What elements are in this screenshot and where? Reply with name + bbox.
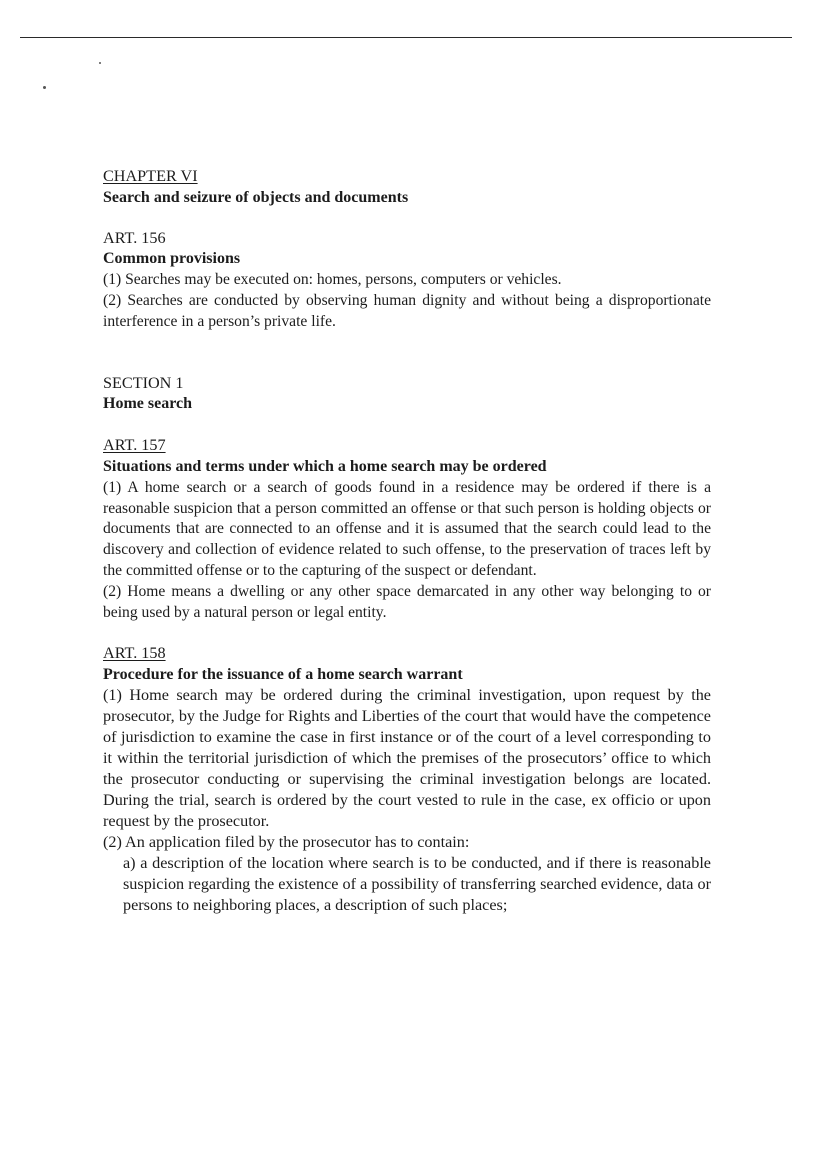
scan-speck	[99, 62, 101, 64]
article-158-paragraph-1: (1) Home search may be ordered during the criminal investigation, upon request by the prosecutor, by the Judge for Rights and Liberties of the court that would have the competence of jurisdiction to examine the case in first instance or of the court of a level corresponding to it within the territorial jurisdiction of which the premises of the prosecutors’ office to which the prosecutor conducting or supervising the criminal investigation belongs are located. During the trial, search is ordered by the court vested to rule in the case, ex officio or upon request by the prosecutor.	[103, 686, 711, 831]
document-body	[103, 166, 711, 916]
article-157-paragraph-1: (1) A home search or a search of goods found in a residence may be ordered if there is a reasonable suspicion that a person committed an offense or that such person is holding objects or documents that are connected to an offense and it is assumed that the search could lead to the discovery and collection of evidence related to such offense, to the preservation of traces left by the committed offense or to the capturing of the suspect or defendant.	[103, 478, 711, 579]
section-1-title: Home search	[103, 395, 193, 413]
article-157-label: ART. 157	[103, 436, 166, 455]
article-156-paragraph-1: (1) Searches may be executed on: homes, persons, computers or vehicles.	[103, 271, 562, 289]
article-157-paragraph-2: (2) Home means a dwelling or any other space demarcated in any other way belonging to or being used by a natural person or legal entity.	[103, 582, 711, 621]
chapter-label: CHAPTER VI	[103, 167, 198, 185]
section-1-block	[103, 373, 711, 416]
article-156-paragraph-2: (2) Searches are conducted by observing human dignity and without being a disproportionate interference in a person’s private life.	[103, 291, 711, 330]
article-157	[103, 435, 711, 623]
article-156-title: Common provisions	[103, 250, 241, 268]
article-158-sub-item-a: a) a description of the location where search is to be conducted, and if there is reasonable suspicion regarding the existence of a possibility of transferring searched evidence, data or persons to neighboring places, a description of such places;	[123, 854, 711, 915]
chapter-block	[103, 166, 711, 209]
article-156-label: ART. 156	[103, 228, 166, 247]
section-1-label: SECTION 1	[103, 373, 184, 392]
article-158-paragraph-2: (2) An application filed by the prosecutor has to contain:	[103, 833, 470, 852]
article-157-title: Situations and terms under which a home search may be ordered	[103, 457, 547, 475]
article-156	[103, 228, 711, 333]
top-horizontal-rule	[20, 37, 792, 38]
article-158-title: Procedure for the issuance of a home search warrant	[103, 666, 463, 684]
scan-speck	[43, 86, 46, 89]
article-158	[103, 643, 711, 916]
article-158-label: ART. 158	[103, 644, 166, 663]
chapter-title: Search and seizure of objects and documents	[103, 188, 409, 206]
